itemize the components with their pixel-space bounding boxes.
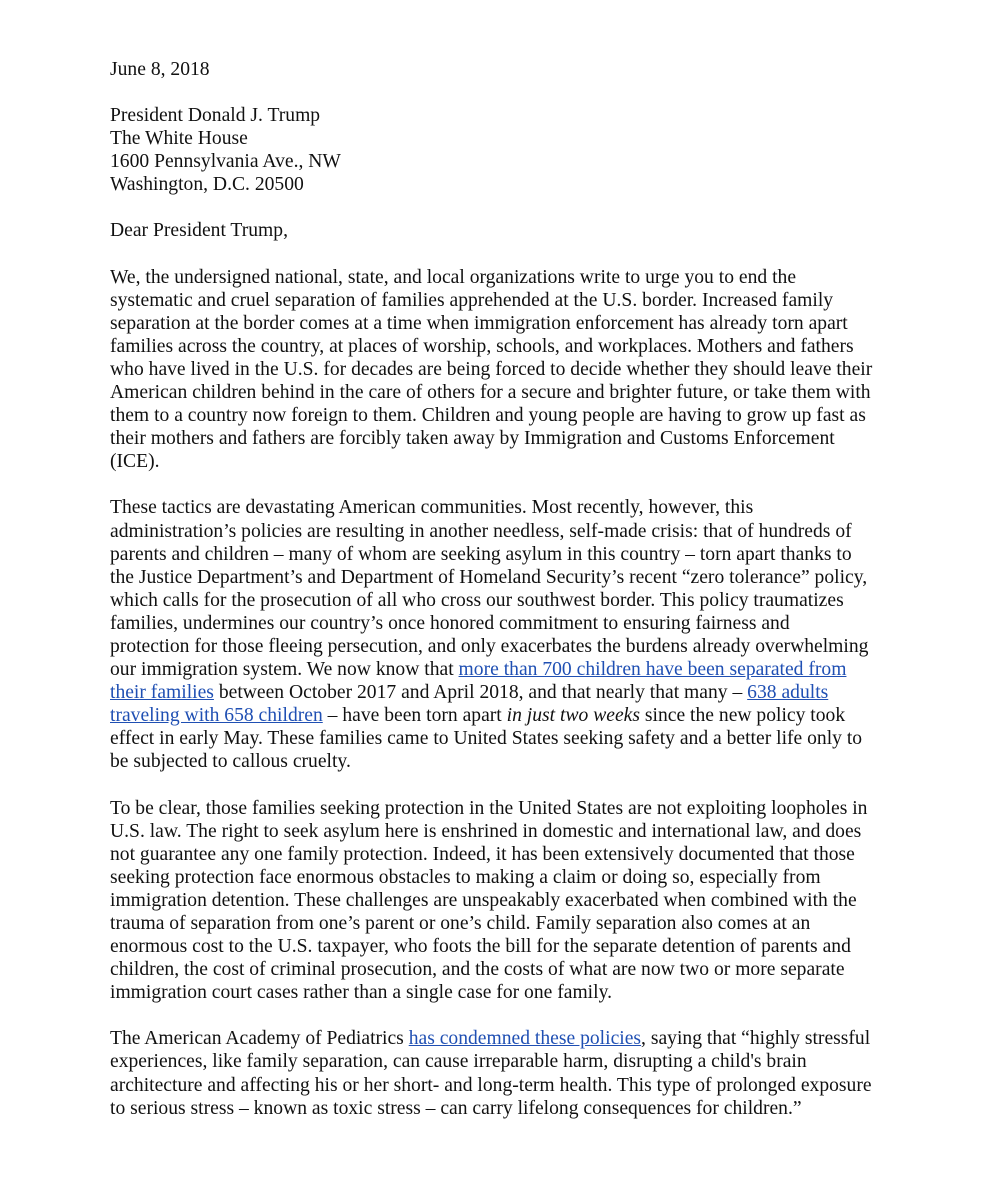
paragraph-2 — [110, 496, 900, 773]
emphasis-text: in just two weeks — [506, 705, 640, 727]
paragraph-line: to serious stress – known as toxic stress – can carry lifelong consequences for children.” — [110, 1097, 802, 1119]
children-separated-link[interactable]: more than 700 children have been separated from — [458, 659, 847, 681]
paragraph-line: effect in early May. These families came to United States seeking safety and a better life only to — [110, 728, 863, 750]
paragraph-line: trauma of separation from one’s parent or one’s child. Family separation also comes at an — [110, 913, 811, 934]
address-line-3: Washington, D.C. 20500 — [110, 174, 304, 196]
date-text: June 8, 2018 — [110, 59, 210, 80]
paragraph-text: since the new policy took — [640, 705, 846, 727]
paragraph-line: separation at the border comes at a time when immigration enforcement has already torn apart — [110, 312, 848, 334]
letter-page — [110, 58, 900, 1143]
paragraph-line: which calls for the prosecution of all who cross our southwest border. This policy traumatizes — [110, 589, 844, 611]
paragraph-line: experiences, like family separation, can cause irreparable harm, disrupting a child's brain — [110, 1051, 807, 1073]
paragraph-text: between October 2017 and April 2018, and that nearly that many – — [213, 682, 748, 704]
paragraph-line: These tactics are devastating American communities. Most recently, however, this — [110, 497, 754, 519]
paragraph-line: We, the undersigned national, state, and local organizations write to urge you to end the — [110, 266, 797, 288]
adults-separated-link[interactable]: 638 adults — [747, 682, 829, 704]
paragraph-line: protection for those fleeing persecution, and only exacerbates the burdens already overwhelming — [110, 635, 869, 657]
paragraph-text: , saying that “highly stressful — [641, 1028, 871, 1050]
paragraph-line — [110, 658, 900, 681]
paragraph-line: administration’s policies are resulting in another needless, self-made crisis: that of hundreds of — [110, 520, 852, 542]
recipient-address — [110, 104, 900, 196]
paragraph-text: our immigration system. We now know that — [110, 659, 459, 681]
paragraph-1 — [110, 266, 900, 474]
paragraph-line: (ICE). — [110, 451, 160, 473]
paragraph-line: immigration court cases rather than a single case for one family. — [110, 982, 612, 1004]
aap-condemned-link[interactable]: has condemned these policies — [408, 1028, 642, 1050]
paragraph-line: families, undermines our country’s once honored commitment to ensuring fairness and — [110, 612, 790, 634]
letter-date — [110, 58, 900, 81]
salutation — [110, 219, 900, 242]
recipient-name: President Donald J. Trump — [110, 105, 321, 127]
address-line-1: The White House — [110, 128, 248, 150]
paragraph-line: architecture and affecting his or her short- and long-term health. This type of prolonged exposure — [110, 1074, 872, 1096]
paragraph-line — [110, 1027, 900, 1050]
paragraph-line: children, the cost of criminal prosecution, and the costs of what are now two or more separate — [110, 959, 845, 981]
paragraph-line: systematic and cruel separation of families apprehended at the U.S. border. Increased family — [110, 289, 834, 311]
paragraph-line: not guarantee any one family protection. Indeed, it has been extensively documented that those — [110, 843, 855, 865]
paragraph-text: – have been torn apart — [322, 705, 507, 727]
paragraph-line: enormous cost to the U.S. taxpayer, who foots the bill for the separate detention of parents and — [110, 936, 851, 958]
paragraph-line: To be clear, those families seeking protection in the United States are not exploiting loopholes in — [110, 797, 868, 819]
paragraph-line: immigration detention. These challenges are unspeakably exacerbated when combined with the — [110, 889, 857, 911]
paragraph-line: who have lived in the U.S. for decades are being forced to decide whether they should leave their — [110, 358, 873, 380]
paragraph-line: families across the country, at places of worship, schools, and workplaces. Mothers and fathers — [110, 335, 854, 357]
salutation-text: Dear President Trump, — [110, 220, 288, 242]
paragraph-line: American children behind in the care of others for a secure and brighter future, or take them with — [110, 382, 871, 404]
paragraph-3 — [110, 797, 900, 1005]
paragraph-line: their mothers and fathers are forcibly taken away by Immigration and Customs Enforcement — [110, 428, 835, 450]
paragraph-line — [110, 681, 900, 704]
address-line-2: 1600 Pennsylvania Ave., NW — [110, 151, 341, 173]
paragraph-line: be subjected to callous cruelty. — [110, 751, 351, 773]
paragraph-line: parents and children – many of whom are seeking asylum in this country – torn apart thanks to — [110, 543, 852, 565]
paragraph-line — [110, 704, 900, 727]
paragraph-line: U.S. law. The right to seek asylum here is enshrined in domestic and international law, and does — [110, 820, 862, 842]
paragraph-line: seeking protection face enormous obstacles to making a claim or doing so, especially from — [110, 866, 821, 888]
paragraph-4 — [110, 1027, 900, 1119]
paragraph-line: the Justice Department’s and Department of Homeland Security’s recent “zero tolerance” policy, — [110, 566, 868, 588]
children-separated-link-cont[interactable]: their families — [110, 682, 214, 704]
adults-separated-link-cont[interactable]: traveling with 658 children — [110, 705, 323, 727]
paragraph-line: them to a country now foreign to them. Children and young people are having to grow up fast as — [110, 405, 866, 427]
paragraph-text: The American Academy of Pediatrics — [110, 1028, 409, 1050]
